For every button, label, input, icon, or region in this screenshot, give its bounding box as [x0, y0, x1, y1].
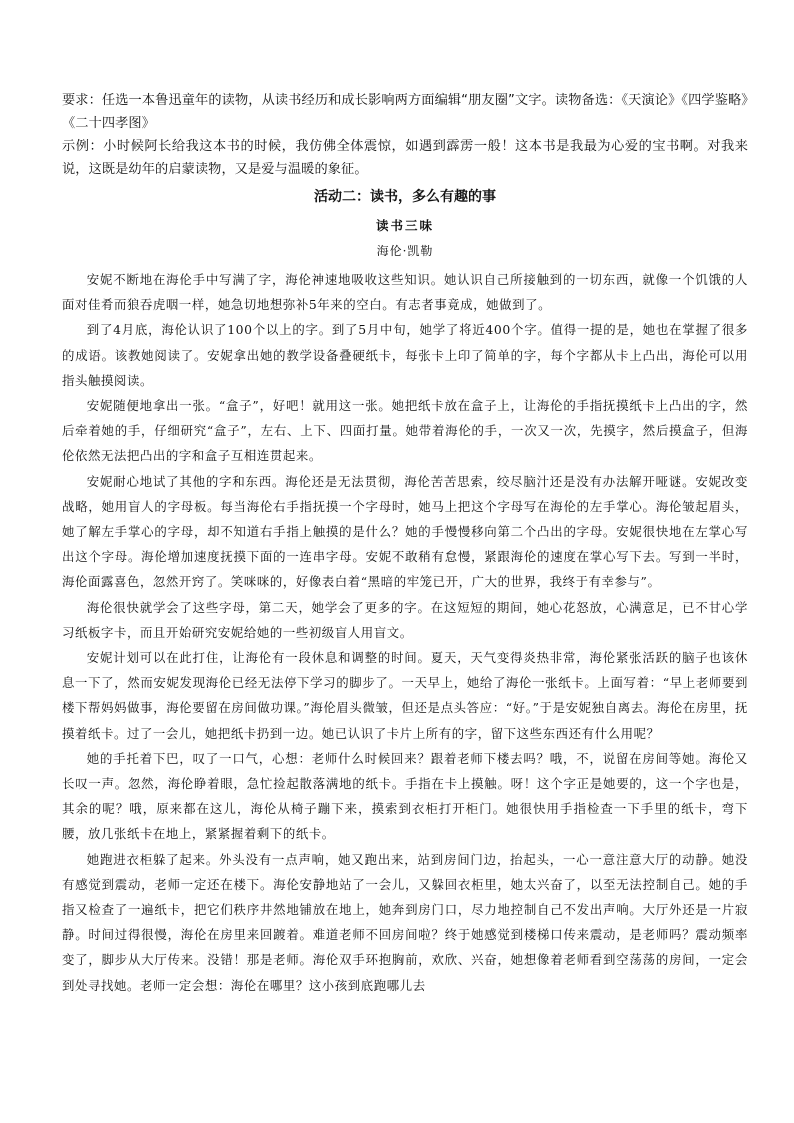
example-text: 示例：小时候阿长给我这本书的时候，我仿佛全体震惊，如遇到霹雳一般！这本书是我最为心爱的宝书啊。对我来说，这既是幼年的启蒙读物，又是爱与温暖的象征。	[62, 139, 748, 177]
article-title: 读书三味	[375, 218, 434, 233]
paragraph: 到了4月底，海伦认识了100个以上的字。到了5月中旬，她学了将近400个字。值得一提的是，她也在掌握了很多的成语。该教她阅读了。安妮拿出她的教学设备叠硬纸卡，每张卡上印了简单的字，每个字都从卡上凸出，海伦可以用指头触摸阅读。	[62, 322, 748, 388]
requirement-text: 要求：任选一本鲁迅童年的读物，从读书经历和成长影响两方面编辑“朋友圈”文字。读物备选：《天演论》《四学鉴略》《二十四孝图》	[62, 93, 748, 131]
paragraph: 安妮计划可以在此打住，让海伦有一段休息和调整的时间。夏天，天气变得炎热非常，海伦紧张活跃的脑子也该休息一下了，然而安妮发现海伦已经无法停下学习的脚步了。一天早上，她给了海伦一张纸卡。上面写着：“早上老师要到楼下帮妈妈做事，海伦要留在房间做功课。”海伦眉头微皱，但还是点头答应：“好。”于是安妮独自离去。海伦在房里，抚摸着纸卡。过了一会儿，她把纸卡扔到一边。她已认识了卡片上所有的字，留下这些东西还有什么用呢？	[62, 650, 748, 741]
article-author: 海伦·凯勒	[376, 244, 434, 258]
paragraph: 她的手托着下巴，叹了一口气，心想：老师什么时候回来？跟着老师下楼去吗？哦，不，说留在房间等她。海伦又长叹一声。忽然，海伦睁着眼，急忙捡起散落满地的纸卡。手指在卡上摸触。呀！这个字正是她要的，这一个字也是，其余的呢？哦，原来都在这儿，海伦从椅子蹦下来，摸索到衣柜打开柜门。她很快用手指检查一下手里的纸卡，弯下腰，放几张纸卡在地上，紧紧握着剩下的纸卡。	[62, 750, 748, 842]
paragraph: 安妮随便地拿出一张。“盒子”，好吧！就用这一张。她把纸卡放在盒子上，让海伦的手指抚摸纸卡上凸出的字，然后牵着她的手，仔细研究“盒子”，左右、上下、四面打量。她带着海伦的手，一次又一次，先摸字，然后摸盒子，但海伦依然无法把凸出的字和盒子互相连贯起来。	[62, 398, 748, 464]
section-title: 活动二：读书，多么有趣的事	[314, 189, 496, 205]
paragraph: 海伦很快就学会了这些字母，第二天，她学会了更多的字。在这短短的期间，她心花怒放，心满意足，已不甘心学习纸板字卡，而且开始研究安妮给她的一些初级盲人用盲文。	[62, 599, 748, 640]
document-page	[62, 89, 748, 998]
paragraph: 安妮耐心地试了其他的字和东西。海伦还是无法贯彻，海伦苦苦思索，绞尽脑汁还是没有办法解开哑谜。安妮改变战略，她用盲人的字母板。每当海伦右手指抚摸一个字母时，她马上把这个字母写在海伦的左手掌心。海伦皱起眉头，她了解左手掌心的字母，却不知道右手指上触摸的是什么？她的手慢慢移向第二个凸出的字母。安妮很快地在左掌心写出这个字母。海伦增加速度抚摸下面的一连串字母。安妮不敢稍有怠慢，紧跟海伦的速度在掌心写下去。写到一半时，海伦面露喜色，忽然开窍了。笑咪咪的，好像表白着“黑暗的牢笼已开，广大的世界，我终于有幸参与”。	[62, 473, 748, 590]
paragraph: 安妮不断地在海伦手中写满了字，海伦神速地吸收这些知识。她认识自己所接触到的一切东西，就像一个饥饿的人面对佳肴而狼吞虎咽一样，她急切地想弥补5年来的空白。有志者事竟成，她做到了。	[62, 272, 748, 313]
paragraph: 她跑进衣柜躲了起来。外头没有一点声响，她又跑出来，站到房间门边，抬起头，一心一意注意大厅的动静。她没有感觉到震动，老师一定还在楼下。海伦安静地站了一会儿，又躲回衣柜里，她太兴奋了，以至无法控制自己。她的手指又检查了一遍纸卡，把它们秩序井然地铺放在地上，她奔到房门口，尽力地控制自己不发出声响。大厅外还是一片寂静。时间过得很慢，海伦在房里来回踱着。难道老师不回房间啦？终于她感觉到楼梯口传来震动，是老师吗？震动频率变了，脚步从大厅传来。没错！那是老师。海伦双手环抱胸前，欢欣、兴奋，她想像着老师看到空荡荡的房间，一定会到处寻找她。老师一定会想：海伦在哪里？这小孩到底跑哪儿去	[62, 851, 748, 993]
